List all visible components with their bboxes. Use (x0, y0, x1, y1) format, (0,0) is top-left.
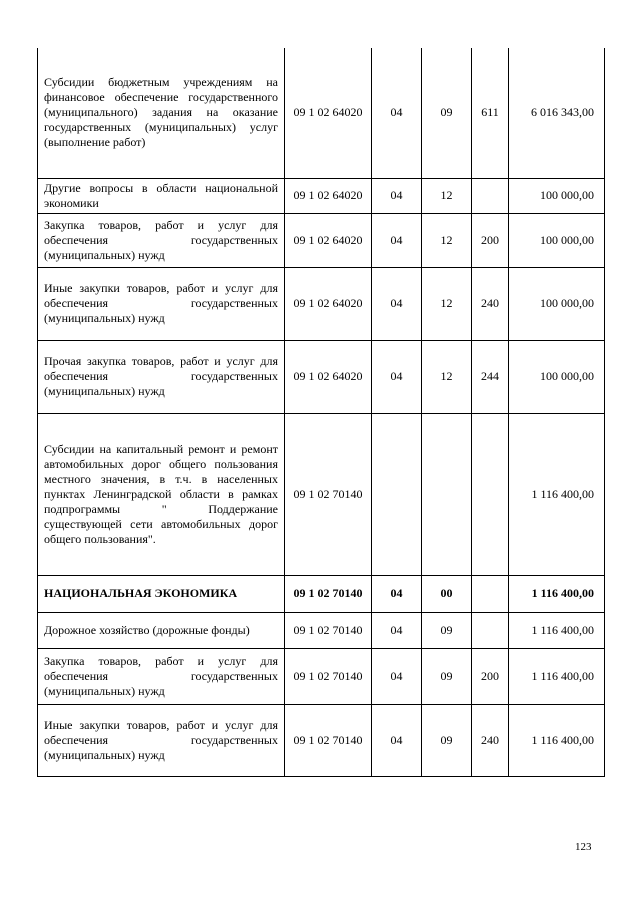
row-expense-type (472, 612, 509, 648)
row-code: 09 1 02 64020 (285, 48, 372, 178)
row-expense-type (472, 178, 509, 213)
row-expense-type: 240 (472, 704, 509, 776)
row-name: Закупка товаров, работ и услуг для обеспечения государственных (муниципальных) нужд (38, 648, 285, 704)
row-subsection: 12 (422, 213, 472, 267)
row-name: Закупка товаров, работ и услуг для обеспечения государственных (муниципальных) нужд (38, 213, 285, 267)
table-row (38, 704, 605, 776)
row-name: Субсидии на капитальный ремонт и ремонт автомобильных дорог общего пользования местного значения, в т.ч. в населенных пунктах Ленинградской области в рамках подпрограммы " Поддержание существующей сети автомобильных дорог общего пользования". (38, 413, 285, 575)
page-number: 123 (575, 841, 592, 853)
row-name: Иные закупки товаров, работ и услуг для обеспечения государственных (муниципальных) нужд (38, 267, 285, 340)
row-amount: 100 000,00 (509, 340, 605, 413)
row-subsection: 12 (422, 340, 472, 413)
row-section: 04 (372, 575, 422, 612)
table-row (38, 340, 605, 413)
row-section (372, 413, 422, 575)
row-code: 09 1 02 64020 (285, 213, 372, 267)
row-amount: 1 116 400,00 (509, 575, 605, 612)
table-row (38, 178, 605, 213)
row-name: Субсидии бюджетным учреждениям на финансовое обеспечение государственного (муниципального) задания на оказание государственных (муниципальных) услуг (выполнение работ) (38, 48, 285, 178)
row-subsection (422, 413, 472, 575)
row-amount: 1 116 400,00 (509, 413, 605, 575)
table-row (38, 612, 605, 648)
row-subsection: 12 (422, 267, 472, 340)
row-amount: 1 116 400,00 (509, 612, 605, 648)
row-amount: 6 016 343,00 (509, 48, 605, 178)
row-amount: 100 000,00 (509, 267, 605, 340)
row-subsection: 09 (422, 648, 472, 704)
row-code: 09 1 02 70140 (285, 648, 372, 704)
table-row (38, 213, 605, 267)
row-code: 09 1 02 70140 (285, 413, 372, 575)
row-code: 09 1 02 70140 (285, 612, 372, 648)
table-row (38, 413, 605, 575)
row-section: 04 (372, 178, 422, 213)
row-subsection: 09 (422, 612, 472, 648)
row-section: 04 (372, 612, 422, 648)
row-section: 04 (372, 648, 422, 704)
row-section: 04 (372, 704, 422, 776)
row-subsection: 00 (422, 575, 472, 612)
row-name: Дорожное хозяйство (дорожные фонды) (38, 612, 285, 648)
row-section: 04 (372, 48, 422, 178)
row-subsection: 09 (422, 704, 472, 776)
row-section: 04 (372, 213, 422, 267)
row-expense-type (472, 575, 509, 612)
row-code: 09 1 02 64020 (285, 267, 372, 340)
row-expense-type (472, 413, 509, 575)
budget-table (37, 48, 605, 777)
row-section: 04 (372, 340, 422, 413)
row-name: Прочая закупка товаров, работ и услуг для обеспечения государственных (муниципальных) нужд (38, 340, 285, 413)
row-subsection: 12 (422, 178, 472, 213)
row-amount: 1 116 400,00 (509, 704, 605, 776)
table-row (38, 267, 605, 340)
row-code: 09 1 02 70140 (285, 575, 372, 612)
row-amount: 1 116 400,00 (509, 648, 605, 704)
row-code: 09 1 02 70140 (285, 704, 372, 776)
row-expense-type: 611 (472, 48, 509, 178)
table-row-section-total (38, 575, 605, 612)
row-expense-type: 200 (472, 213, 509, 267)
row-expense-type: 244 (472, 340, 509, 413)
table-row (38, 648, 605, 704)
row-code: 09 1 02 64020 (285, 178, 372, 213)
row-code: 09 1 02 64020 (285, 340, 372, 413)
row-name: НАЦИОНАЛЬНАЯ ЭКОНОМИКА (38, 575, 285, 612)
row-name: Иные закупки товаров, работ и услуг для обеспечения государственных (муниципальных) нужд (38, 704, 285, 776)
row-amount: 100 000,00 (509, 178, 605, 213)
row-expense-type: 240 (472, 267, 509, 340)
table-row (38, 48, 605, 178)
row-section: 04 (372, 267, 422, 340)
row-name: Другие вопросы в области национальной экономики (38, 178, 285, 213)
row-expense-type: 200 (472, 648, 509, 704)
row-amount: 100 000,00 (509, 213, 605, 267)
row-subsection: 09 (422, 48, 472, 178)
